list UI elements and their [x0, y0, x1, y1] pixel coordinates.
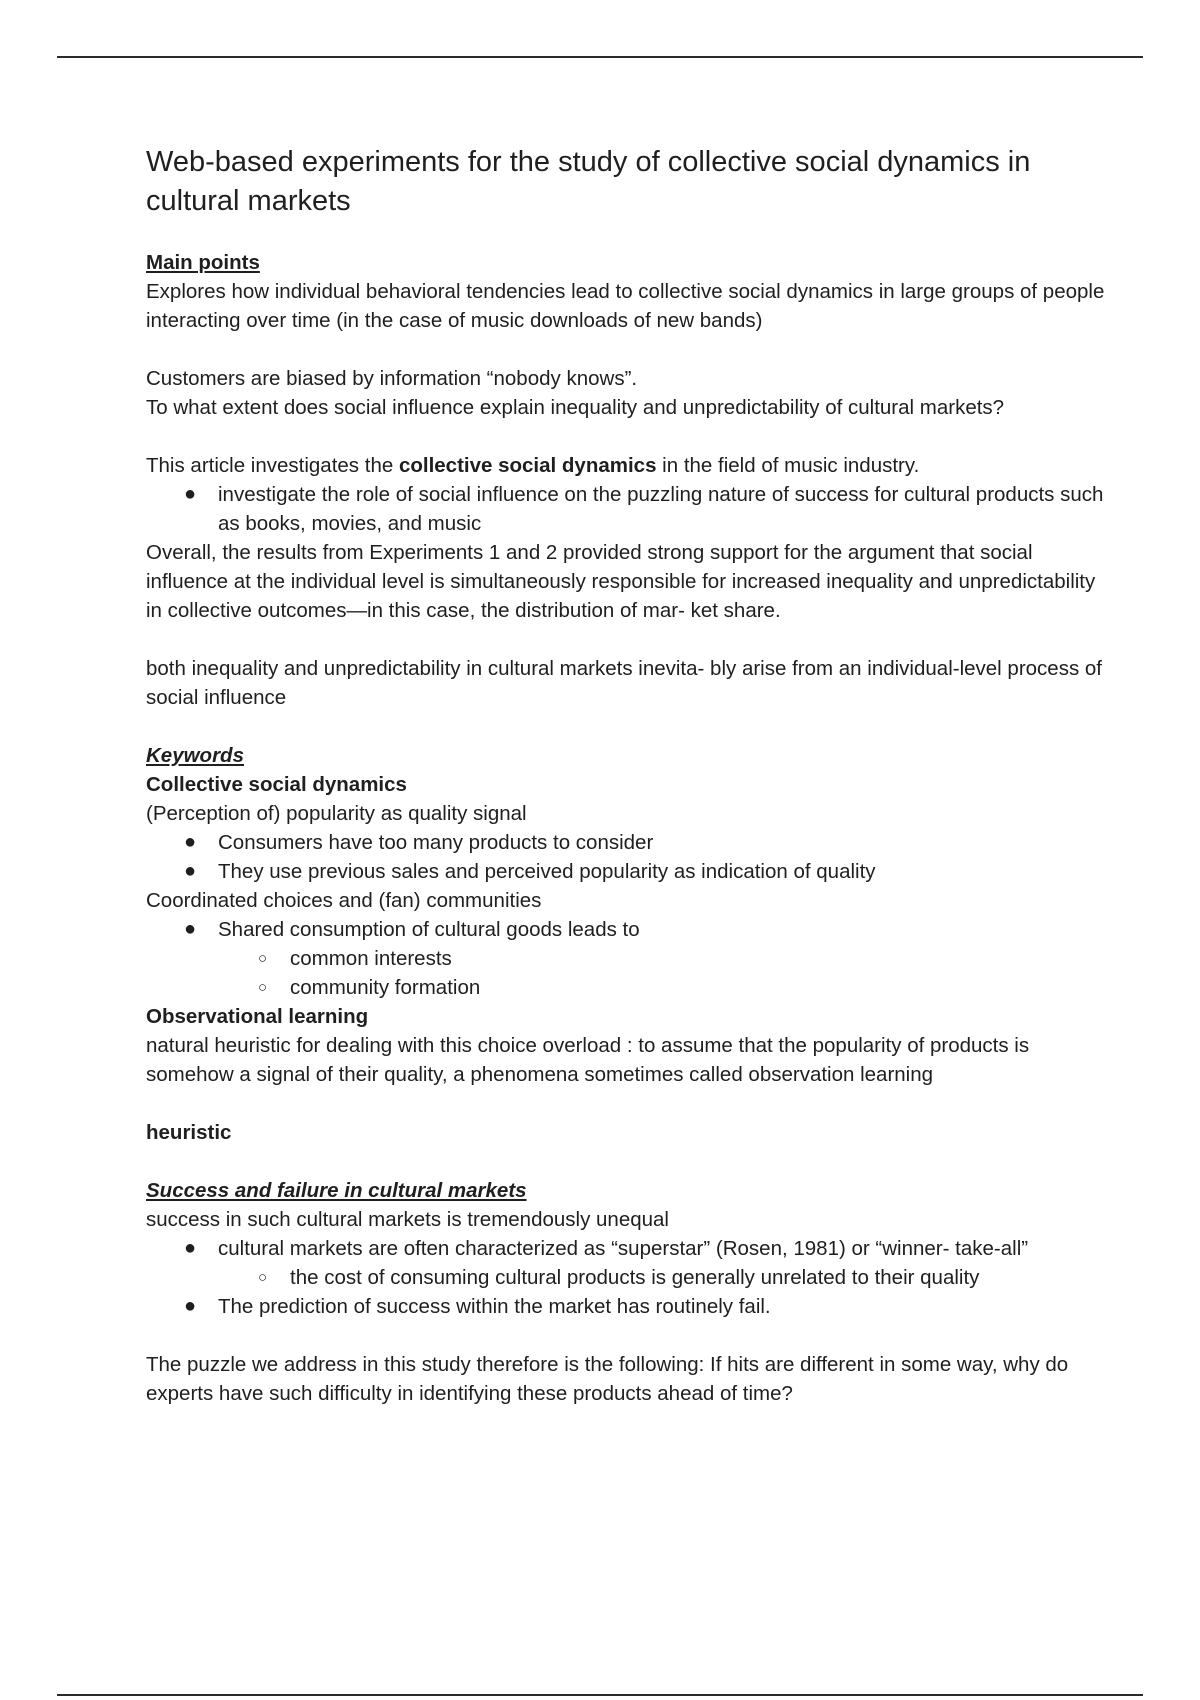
observational-learning-heading: Observational learning	[146, 1005, 369, 1028]
bottom-rule	[57, 1694, 1143, 1696]
research-question-line: To what extent does social influence explain inequality and unpredictability of cultural markets?	[146, 396, 1005, 419]
bullet-icon: ●	[184, 1237, 197, 1259]
main-points-paragraph: Explores how individual behavioral tendencies lead to collective social dynamics in large groups of people interacting over time (in the case of music downloads of new bands)	[146, 280, 1105, 332]
coordinated-choices-line: Coordinated choices and (fan) communities	[146, 889, 542, 912]
list-item: ● cultural markets are often characterized as “superstar” (Rosen, 1981) or “winner- take-all” ○ the cost of consuming cultural products is generally unrelated to their quality	[218, 1234, 1106, 1292]
main-points-bullet-list	[146, 480, 1106, 538]
document-body	[146, 143, 1106, 1408]
popularity-signal-line: (Perception of) popularity as quality signal	[146, 802, 527, 825]
success-unequal-line: success in such cultural markets is tremendously unequal	[146, 1208, 669, 1231]
hollow-bullet-icon: ○	[258, 1269, 268, 1286]
heuristic-heading: heuristic	[146, 1121, 232, 1144]
popularity-bullet-list	[146, 828, 1106, 886]
hollow-bullet-icon: ○	[258, 979, 268, 996]
success-failure-heading: Success and failure in cultural markets	[146, 1179, 527, 1202]
article-investigates-post: in the field of music industry.	[656, 454, 920, 477]
list-item: ● Shared consumption of cultural goods leads to ○ common interests ○ community formation	[218, 915, 1106, 1002]
success-bullet-list	[146, 1234, 1106, 1321]
list-item: ○ community formation	[290, 973, 1106, 1002]
document-title: Web-based experiments for the study of collective social dynamics in cultural markets	[146, 146, 1031, 217]
bullet-icon: ●	[184, 918, 197, 940]
keywords-heading: Keywords	[146, 744, 244, 767]
customers-bias-line: Customers are biased by information “nobody knows”.	[146, 367, 638, 390]
list-item: ● They use previous sales and perceived popularity as indication of quality	[218, 857, 1106, 886]
hollow-bullet-icon: ○	[258, 950, 268, 967]
observational-learning-paragraph: natural heuristic for dealing with this choice overload : to assume that the popularity of products is somehow a signal of their quality, a phenomena sometimes called observation learning	[146, 1034, 1030, 1086]
top-rule	[57, 56, 1143, 58]
article-investigates-pre: This article investigates the	[146, 454, 399, 477]
bullet-icon: ●	[184, 1295, 197, 1317]
bullet-icon: ●	[184, 483, 197, 505]
list-item: ○ common interests	[290, 944, 1106, 973]
inequality-paragraph: both inequality and unpredictability in cultural markets inevita- bly arise from an individual-level process of social influence	[146, 657, 1103, 709]
article-investigates-line	[146, 451, 1106, 480]
list-item: ● investigate the role of social influence on the puzzling nature of success for cultural products such as books, movies, and music	[218, 480, 1106, 538]
shared-consumption-sublist	[218, 944, 1106, 1002]
list-item: ● The prediction of success within the market has routinely fail.	[218, 1292, 1106, 1321]
bullet-icon: ●	[184, 860, 197, 882]
results-paragraph: Overall, the results from Experiments 1 and 2 provided strong support for the argument that social influence at the individual level is simultaneously responsible for increased inequality and unpredictability in collective outcomes—in this case, the distribution of mar- ket share.	[146, 541, 1096, 622]
main-points-heading: Main points	[146, 251, 260, 274]
list-item: ○ the cost of consuming cultural products is generally unrelated to their quality	[290, 1263, 1106, 1292]
article-investigates-bold: collective social dynamics	[398, 454, 657, 477]
success-sublist	[218, 1263, 1106, 1292]
bullet-icon: ●	[184, 831, 197, 853]
collective-social-dynamics-heading: Collective social dynamics	[146, 773, 407, 796]
puzzle-paragraph: The puzzle we address in this study therefore is the following: If hits are different in some way, why do experts have such difficulty in identifying these products ahead of time?	[146, 1353, 1069, 1405]
list-item: ● Consumers have too many products to consider	[218, 828, 1106, 857]
shared-consumption-list	[146, 915, 1106, 1002]
